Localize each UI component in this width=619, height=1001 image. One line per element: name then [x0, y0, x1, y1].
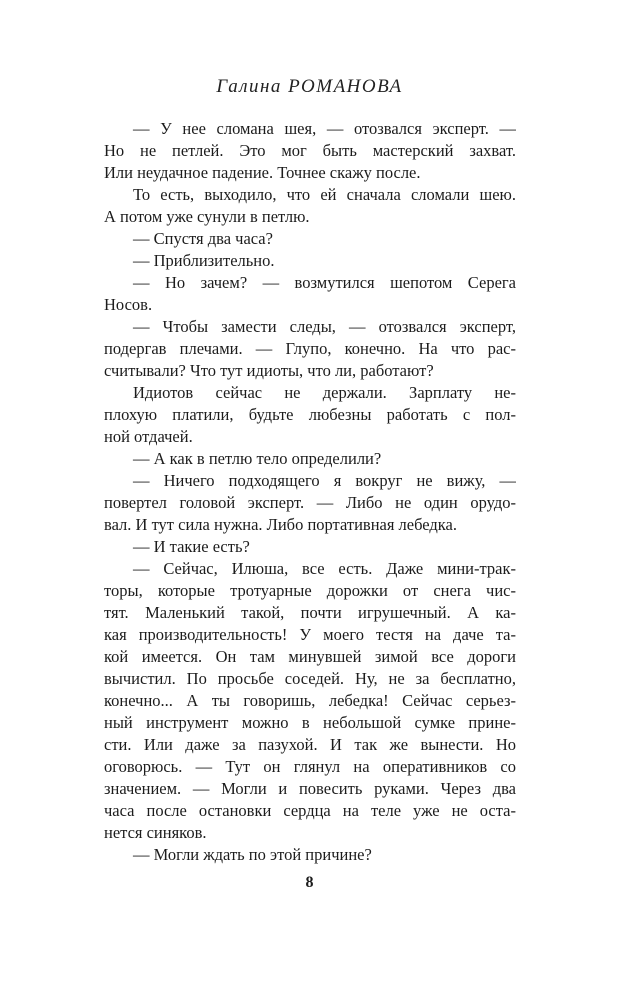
text-line: — Но зачем? — возмутился шепотом Серега: [133, 273, 516, 292]
text-line: — Ничего подходящего я вокруг не вижу, —: [133, 471, 516, 490]
paragraph: [104, 250, 516, 272]
text-line: значением. — Могли и повесить руками. Через два: [104, 779, 516, 798]
text-line: Или неудачное падение. Точнее скажу после.: [104, 163, 421, 182]
text-line: торы, которые тротуарные дорожки от снега чис-: [104, 581, 516, 600]
paragraph: [104, 558, 516, 844]
running-header: Галина РОМАНОВА: [216, 76, 403, 97]
text-line: ной отдачей.: [104, 427, 193, 446]
paragraph: [104, 184, 516, 228]
paragraph: [104, 382, 516, 448]
text-line: — Приблизительно.: [133, 251, 275, 270]
text-line: — Чтобы замести следы, — отозвался эксперт,: [133, 317, 516, 336]
text-line: Идиотов сейчас не держали. Зарплату не-: [133, 383, 516, 402]
paragraph: [104, 448, 516, 470]
text-line: — У нее сломана шея, — отозвался эксперт. —: [133, 119, 516, 138]
paragraph: [104, 228, 516, 250]
text-line: А потом уже сунули в петлю.: [104, 207, 310, 226]
text-line: подергав плечами. — Глупо, конечно. На что рас-: [104, 339, 516, 358]
text-line: — Спустя два часа?: [133, 229, 273, 248]
text-line: часа после остановки сердца на теле уже не оста-: [104, 801, 516, 820]
paragraph: [104, 272, 516, 316]
text-line: считывали? Что тут идиоты, что ли, работают?: [104, 361, 434, 380]
text-line: кая производительность! У моего тестя на даче та-: [104, 625, 516, 644]
text-line: конечно... А ты говоришь, лебедка! Сейчас серьез-: [104, 691, 516, 710]
text-line: вал. И тут сила нужна. Либо портативная лебедка.: [104, 515, 458, 534]
text-line: вычистил. По просьбе соседей. Ну, не за бесплатно,: [104, 669, 516, 688]
text-line: — Могли ждать по этой причине?: [133, 845, 372, 864]
text-line: — Сейчас, Илюша, все есть. Даже мини-трак-: [133, 559, 516, 578]
text-line: ный инструмент можно в небольшой сумке прине-: [104, 713, 516, 732]
text-line: оговорюсь. — Тут он глянул на оперативников со: [104, 757, 516, 776]
paragraph: [104, 536, 516, 558]
text-line: тят. Маленький такой, почти игрушечный. А ка-: [104, 603, 516, 622]
text-line: То есть, выходило, что ей сначала сломали шею.: [133, 185, 516, 204]
paragraph: [104, 118, 516, 184]
text-line: — И такие есть?: [133, 537, 250, 556]
text-line: Носов.: [104, 295, 153, 314]
text-line: сти. Или даже за пазухой. И так же вынести. Но: [104, 735, 516, 754]
paragraph: [104, 470, 516, 536]
text-line: повертел головой эксперт. — Либо не один орудо-: [104, 493, 516, 512]
text-line: нется синяков.: [104, 823, 207, 842]
text-line: — А как в петлю тело определили?: [133, 449, 382, 468]
text-line: Но не петлей. Это мог быть мастерский захват.: [104, 141, 516, 160]
paragraph: [104, 844, 516, 866]
page-number: 8: [305, 874, 314, 891]
text-line: кой имеется. Он там минувшей зимой все дороги: [104, 647, 516, 666]
text-block: [104, 118, 516, 866]
paragraph: [104, 316, 516, 382]
text-line: плохую платили, будьте любезны работать с пол-: [104, 405, 516, 424]
